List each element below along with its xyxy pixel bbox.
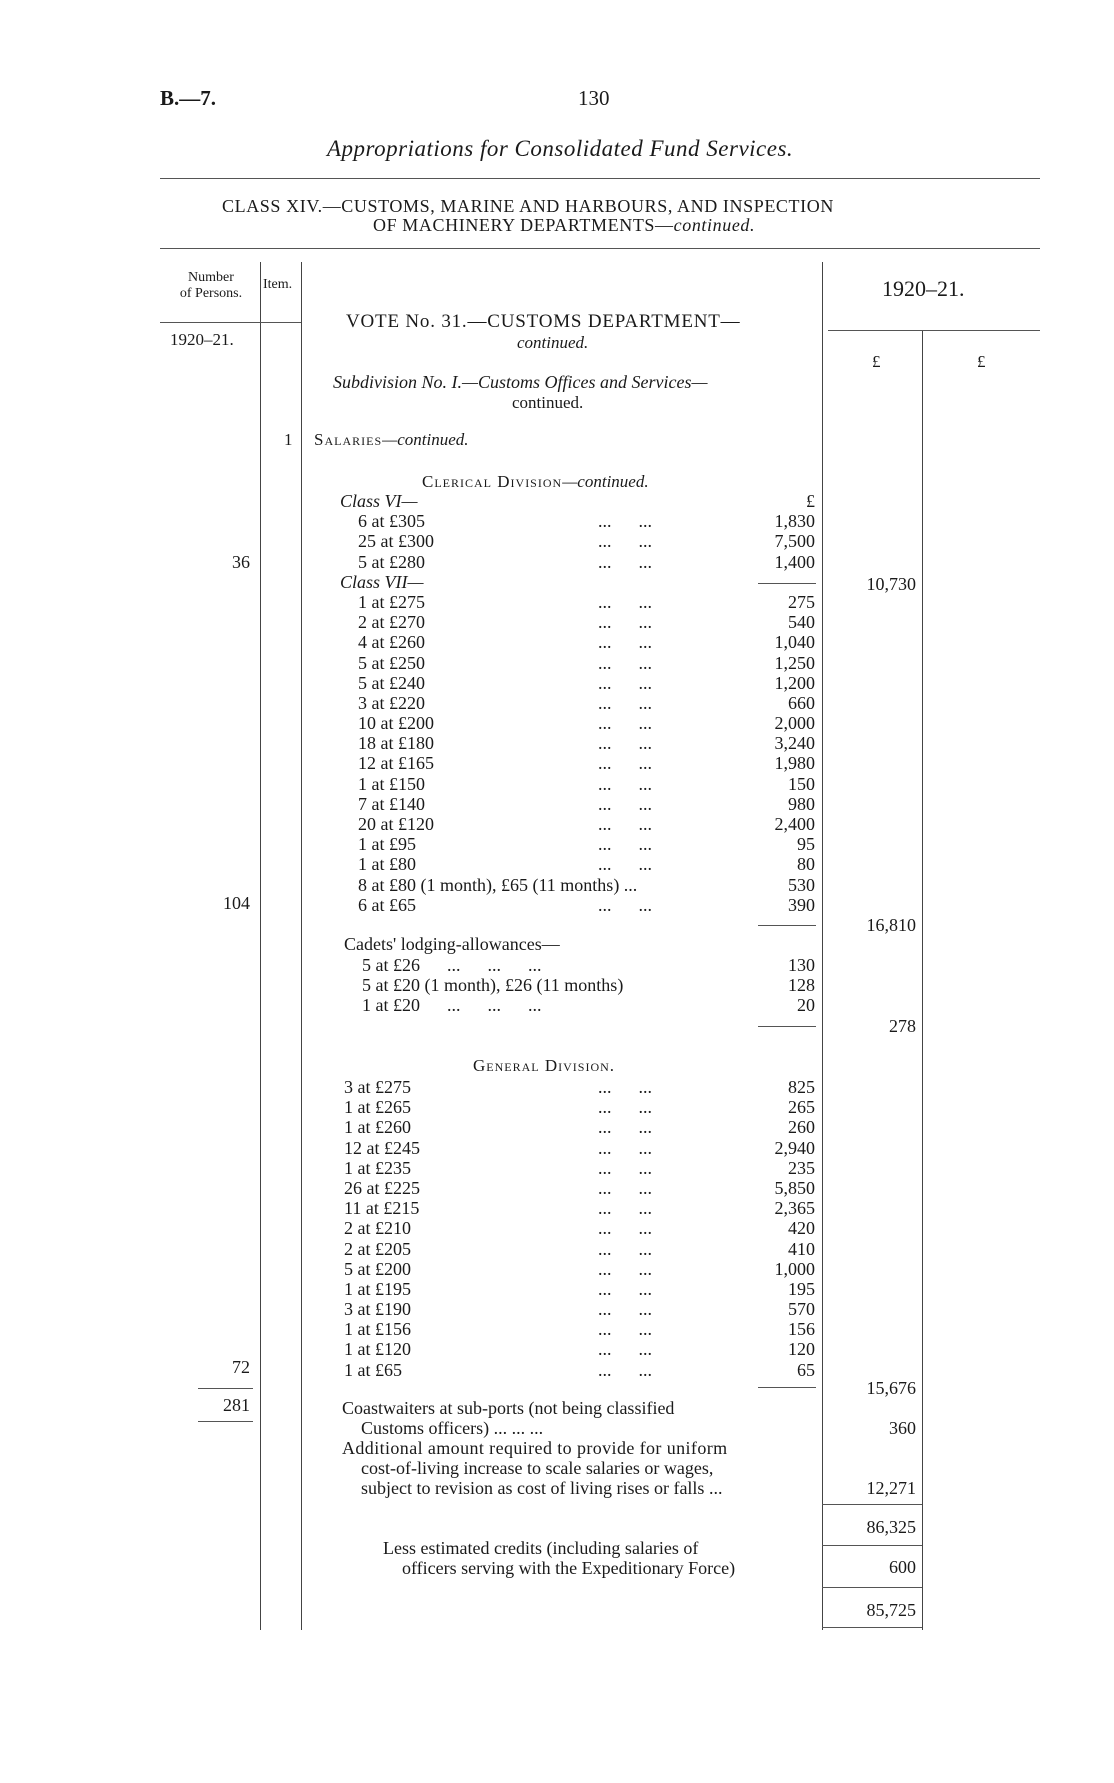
clerical-row [340, 814, 815, 834]
header-rule [160, 178, 1040, 179]
clerical-row-label: 8 at £80 (1 month), £65 (11 months) ... [358, 874, 638, 895]
clerical-row-amount: 1,200 [774, 672, 815, 693]
persons-total-rule [198, 1388, 253, 1389]
persons-clerical: 104 [223, 893, 250, 913]
general-row [344, 1259, 815, 1279]
clerical-row-leader: ... ... [598, 814, 652, 834]
persons-header-rule [160, 322, 260, 323]
cadets-row-label: 5 at £20 (1 month), £26 (11 months) [362, 975, 624, 996]
clerical-row-label: 5 at £250 [358, 652, 425, 673]
cadets-row-label: 5 at £26 ... ... ... [362, 955, 542, 975]
total-class-vi: 10,730 [866, 574, 916, 594]
clerical-row-amount: 7,500 [774, 531, 815, 552]
page-number: 130 [578, 86, 610, 110]
clerical-row-amount: 2,000 [774, 713, 815, 734]
year-right-header: 1920–21. [882, 276, 965, 301]
cadets-row-amount: 128 [788, 975, 815, 996]
year-left-header: 1920–21. [170, 330, 234, 349]
clerical-row-label: 5 at £280 [358, 551, 425, 572]
less-credits-line1: Less estimated credits (including salaries of [383, 1538, 699, 1558]
general-row [344, 1198, 815, 1218]
general-row-amount: 825 [788, 1077, 815, 1097]
clerical-rows [340, 491, 815, 915]
cadets-rows [362, 955, 815, 1016]
clerical-row-label: Class VI— [340, 491, 418, 511]
general-row-amount: 5,850 [774, 1177, 815, 1198]
general-row-label: 2 at £210 [344, 1218, 411, 1239]
clerical-row-leader: ... ... [598, 733, 652, 754]
clerical-row-amount: 660 [788, 692, 815, 713]
general-row [344, 1239, 815, 1259]
clerical-row-amount: 1,980 [774, 753, 815, 774]
clerical-row-leader: ... ... [598, 531, 652, 552]
clerical-row-leader: ... ... [598, 511, 652, 532]
class-heading-continued: continued. [673, 215, 756, 235]
clerical-row-label: 20 at £120 [358, 814, 434, 834]
clerical-row-amount: 2,400 [774, 814, 815, 834]
pound-sign-col1: £ [872, 352, 881, 371]
general-row [344, 1339, 815, 1359]
net-rule [822, 1587, 922, 1588]
clerical-row [340, 511, 815, 531]
additional-line2: cost-of-living increase to scale salaries or wages, [361, 1458, 714, 1478]
general-row-leader: ... ... [598, 1258, 652, 1279]
general-row-label: 1 at £156 [344, 1319, 411, 1340]
clerical-row-amount: 275 [788, 591, 815, 612]
additional-line3: subject to revision as cost of living rises or falls ... [361, 1478, 723, 1498]
clerical-row [340, 774, 815, 794]
general-row-label: 26 at £225 [344, 1177, 420, 1198]
general-row-label: 1 at £260 [344, 1117, 411, 1138]
clerical-row-leader: ... ... [598, 692, 652, 713]
general-row [344, 1299, 815, 1319]
clerical-row-label: 12 at £165 [358, 753, 434, 774]
general-row-label: 1 at £235 [344, 1157, 411, 1178]
class-heading-line1: CLASS XIV.—CUSTOMS, MARINE AND HARBOURS, AND INSPECTION [222, 196, 834, 216]
clerical-row-amount: 95 [797, 834, 815, 855]
general-row-label: 3 at £190 [344, 1299, 411, 1320]
general-row-leader: ... ... [598, 1097, 652, 1118]
clerical-row [340, 572, 815, 592]
clerical-row-amount: £ [806, 491, 815, 511]
clerical-row-leader: ... ... [598, 834, 652, 855]
persons-item-divider [260, 262, 261, 1630]
amount-header-rule [828, 330, 1040, 331]
subdivision-title: Subdivision No. I.—Customs Offices and Services— [333, 372, 708, 392]
general-row-amount: 120 [788, 1339, 815, 1360]
persons-class-vi: 36 [232, 552, 250, 572]
clerical-row-label: 2 at £270 [358, 612, 425, 633]
general-row-leader: ... ... [598, 1117, 652, 1138]
general-row [344, 1117, 815, 1137]
general-row-label: 5 at £200 [344, 1258, 411, 1279]
class-heading-line2 [373, 215, 755, 236]
desc-amount-divider [822, 262, 823, 1630]
clerical-row-amount: 1,400 [774, 551, 815, 572]
general-row-amount: 235 [788, 1157, 815, 1178]
general-row [344, 1319, 815, 1339]
general-row [344, 1360, 815, 1380]
clerical-row [340, 895, 815, 915]
general-row-label: 12 at £245 [344, 1137, 420, 1158]
general-row-leader: ... ... [598, 1157, 652, 1178]
general-row-leader: ... ... [598, 1278, 652, 1299]
clerical-row-label: Class VII— [340, 571, 424, 592]
clerical-row [340, 794, 815, 814]
clerical-row-amount: 1,040 [774, 632, 815, 653]
cadets-row [362, 995, 815, 1015]
clerical-row-amount: 3,240 [774, 733, 815, 754]
subdivision-continued: continued. [512, 393, 584, 412]
general-row-amount: 2,940 [774, 1137, 815, 1158]
pound-sign-col2: £ [977, 352, 986, 371]
clerical-row-leader: ... ... [598, 894, 652, 915]
general-division-heading: General Division. [473, 1056, 616, 1075]
table-top-rule [160, 248, 1040, 249]
clerical-row-label: 1 at £80 [358, 854, 416, 875]
total-clerical: 16,810 [866, 915, 916, 935]
clerical-row-label: 4 at £260 [358, 632, 425, 653]
general-row [344, 1178, 815, 1198]
general-row-leader: ... ... [598, 1137, 652, 1158]
general-row-label: 11 at £215 [344, 1198, 420, 1219]
clerical-row-label: 5 at £240 [358, 672, 425, 693]
clerical-row-label: 6 at £65 [358, 894, 416, 915]
general-row-amount: 156 [788, 1319, 815, 1340]
cadets-row [362, 975, 815, 995]
vote-title-continued: continued. [517, 333, 589, 352]
clerical-row-amount: 390 [788, 894, 815, 915]
general-row-label: 3 at £275 [344, 1077, 411, 1097]
clerical-row-leader: ... ... [598, 632, 652, 653]
general-row-amount: 65 [797, 1359, 815, 1380]
clerical-continued: —continued. [562, 472, 649, 491]
number-of-persons-header [166, 270, 256, 302]
general-row-leader: ... ... [598, 1299, 652, 1320]
clerical-row-label: 6 at £305 [358, 511, 425, 532]
less-credits-line2: officers serving with the Expeditionary Force) [402, 1558, 736, 1578]
clerical-row [340, 834, 815, 854]
general-row-label: 1 at £120 [344, 1339, 411, 1360]
clerical-row [340, 612, 815, 632]
clerical-row-amount: 540 [788, 612, 815, 633]
cadets-subtotal-rule [758, 1026, 816, 1027]
clerical-row-label: 1 at £150 [358, 773, 425, 794]
clerical-row-label: 3 at £220 [358, 692, 425, 713]
general-row-leader: ... ... [598, 1218, 652, 1239]
general-row-amount: 410 [788, 1238, 815, 1259]
clerical-row [340, 733, 815, 753]
general-row-amount: 265 [788, 1097, 815, 1118]
item-header-rule [260, 322, 301, 323]
general-row-amount: 1,000 [774, 1258, 815, 1279]
item-header: Item. [263, 277, 293, 292]
general-row [344, 1077, 815, 1097]
clerical-row-label: 1 at £95 [358, 834, 416, 855]
persons-header-line1: Number [188, 270, 234, 285]
clerical-row [340, 653, 815, 673]
clerical-row-leader: ... ... [598, 854, 652, 875]
general-row-leader: ... ... [598, 1198, 652, 1219]
persons-total-underline [198, 1421, 253, 1422]
vote-title: VOTE No. 31.—CUSTOMS DEPARTMENT— [346, 311, 741, 332]
clerical-row [340, 491, 815, 511]
clerical-row-label: 7 at £140 [358, 793, 425, 814]
total-additional: 12,271 [866, 1478, 916, 1498]
cadets-row-label: 1 at £20 ... ... ... [362, 995, 542, 1016]
additional-line1: Additional amount required to provide for uniform [342, 1438, 728, 1458]
clerical-row-leader: ... ... [598, 591, 652, 612]
general-rows [344, 1077, 815, 1380]
clerical-row-label: 18 at £180 [358, 733, 434, 754]
clerical-label: Clerical Division [422, 472, 563, 491]
clerical-row-amount: 980 [788, 793, 815, 814]
cadets-row-amount: 130 [788, 955, 815, 975]
general-row [344, 1097, 815, 1117]
clerical-row-amount: 150 [788, 773, 815, 794]
clerical-row [340, 713, 815, 733]
general-row-amount: 2,365 [774, 1198, 815, 1219]
clerical-row [340, 531, 815, 551]
persons-general: 72 [232, 1357, 250, 1377]
cadets-row [362, 955, 815, 975]
total-coastwaiters: 360 [889, 1418, 916, 1438]
general-row-amount: 195 [788, 1278, 815, 1299]
general-row [344, 1279, 815, 1299]
general-row-leader: ... ... [598, 1238, 652, 1259]
clerical-row-amount: 1,250 [774, 652, 815, 673]
clerical-row [340, 632, 815, 652]
clerical-row-leader: ... ... [598, 713, 652, 734]
clerical-row-leader: ... ... [598, 793, 652, 814]
subtotal-rule [822, 1504, 922, 1505]
class-heading-text: OF MACHINERY DEPARTMENTS— [373, 215, 674, 235]
total-cadets: 278 [889, 1016, 916, 1036]
clerical-row-leader: ... ... [598, 672, 652, 693]
general-row-label: 2 at £205 [344, 1238, 411, 1259]
clerical-row [340, 693, 815, 713]
general-row-leader: ... ... [598, 1077, 652, 1097]
clerical-row-label: 10 at £200 [358, 713, 434, 734]
clerical-row [340, 753, 815, 773]
clerical-row-amount: 530 [788, 874, 815, 895]
general-row-label: 1 at £65 [344, 1359, 402, 1380]
coastwaiters-line1: Coastwaiters at sub-ports (not being classified [342, 1398, 675, 1418]
net-underline [822, 1627, 922, 1628]
salaries-label: Salaries [314, 430, 383, 449]
general-row-label: 1 at £195 [344, 1278, 411, 1299]
general-subtotal-rule [758, 1387, 816, 1388]
persons-header-line2: of Persons. [179, 286, 243, 301]
clerical-row-label: 1 at £275 [358, 591, 425, 612]
total-credits: 600 [889, 1557, 916, 1577]
clerical-row [340, 552, 815, 572]
document-reference: B.—7. [160, 86, 217, 110]
general-row-leader: ... ... [598, 1359, 652, 1380]
clerical-row-leader: ... ... [598, 612, 652, 633]
class-vi-subtotal-rule [758, 583, 816, 584]
general-row [344, 1218, 815, 1238]
total-general: 15,676 [866, 1378, 916, 1398]
clerical-row-leader: ... ... [598, 773, 652, 794]
credits-rule [822, 1545, 922, 1546]
salaries-heading [314, 430, 469, 450]
clerical-row-leader: ... ... [598, 753, 652, 774]
salaries-continued: —continued. [382, 430, 469, 449]
item-number: 1 [284, 430, 293, 449]
clerical-row [340, 854, 815, 874]
clerical-row-label: 25 at £300 [358, 531, 434, 552]
clerical-row-amount: 1,830 [774, 511, 815, 532]
clerical-row [340, 673, 815, 693]
clerical-row [340, 592, 815, 612]
item-desc-divider [301, 262, 302, 1630]
general-row-leader: ... ... [598, 1177, 652, 1198]
clerical-row-leader: ... ... [598, 551, 652, 572]
persons-total: 281 [223, 1395, 250, 1415]
clerical-row [340, 875, 815, 895]
general-row-amount: 260 [788, 1117, 815, 1138]
total-net: 85,725 [866, 1600, 916, 1620]
general-row-amount: 570 [788, 1299, 815, 1320]
class-vii-subtotal-rule [758, 925, 816, 926]
amount-col-divider [922, 330, 923, 1630]
general-row-leader: ... ... [598, 1339, 652, 1360]
general-row-label: 1 at £265 [344, 1097, 411, 1118]
coastwaiters-line2: Customs officers) ... ... ... [361, 1418, 544, 1438]
cadets-heading: Cadets' lodging-allowances— [344, 934, 560, 954]
total-subtotal: 86,325 [866, 1517, 916, 1537]
general-row [344, 1158, 815, 1178]
general-row-leader: ... ... [598, 1319, 652, 1340]
page-title: Appropriations for Consolidated Fund Services. [327, 136, 794, 161]
cadets-row-amount: 20 [797, 995, 815, 1016]
clerical-division-heading [422, 472, 649, 492]
clerical-row-amount: 80 [797, 854, 815, 875]
general-row [344, 1138, 815, 1158]
clerical-row-leader: ... ... [598, 652, 652, 673]
general-row-amount: 420 [788, 1218, 815, 1239]
